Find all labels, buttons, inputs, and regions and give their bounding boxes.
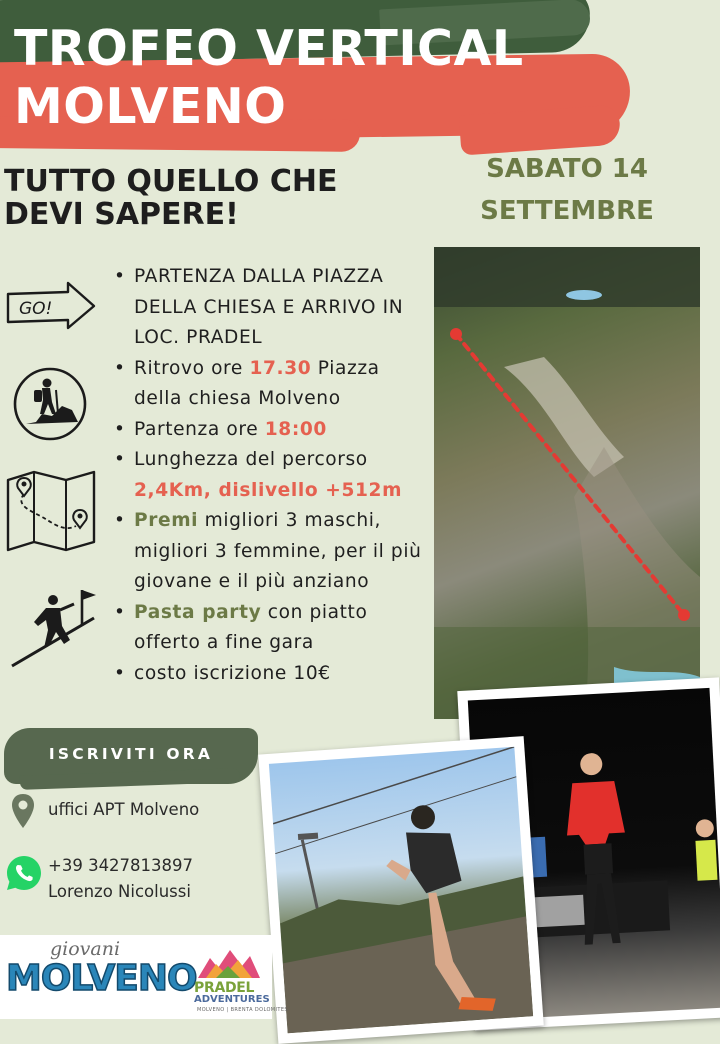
subtitle-line2: DEVI SAPERE! [4, 197, 239, 232]
detail-prizes-label: Premi [134, 510, 199, 531]
register-now-label[interactable]: ISCRIVITI ORA [48, 745, 214, 763]
trail-runner-illustration [269, 747, 533, 1034]
detail-start-finish [108, 262, 428, 354]
trail-runner-photo [258, 736, 544, 1044]
detail-meeting-time: 17.30 [249, 357, 312, 379]
office-location: uffici APT Molveno [48, 800, 200, 819]
detail-length [108, 445, 428, 506]
hiker-icon [12, 366, 88, 442]
pradel-logo-sub: ADVENTURES [194, 994, 270, 1005]
detail-fee [108, 659, 428, 690]
detail-pasta-party [108, 598, 428, 659]
whatsapp-icon [4, 853, 44, 893]
location-pin-icon [10, 792, 36, 830]
phone-number[interactable]: +39 3427813897 [48, 856, 194, 875]
pradel-mountain-logo-icon [196, 946, 262, 980]
detail-meeting [108, 354, 428, 415]
giovani-molveno-logo-top: giovani [50, 938, 121, 960]
route-overlay [434, 247, 700, 719]
go-sign-icon [2, 280, 98, 336]
event-title-line1: TROFEO VERTICAL [14, 20, 524, 77]
event-date [474, 148, 660, 232]
giovani-molveno-logo-main: MOLVENO [6, 958, 197, 999]
detail-meeting-suffix: Piazza della chiesa Molveno [134, 357, 380, 409]
detail-start-text: PARTENZA DALLA PIAZZA DELLA CHIESA E ARRIVO IN LOC. PRADEL [134, 266, 404, 348]
go-sign-text: GO! [19, 299, 53, 319]
detail-length-prefix: Lunghezza del percorso [134, 449, 368, 470]
detail-fee-text: costo iscrizione 10€ [134, 662, 331, 684]
detail-meeting-prefix: Ritrovo ore [134, 357, 250, 379]
climber-flag-icon [10, 582, 98, 670]
event-title-line2: MOLVENO [14, 78, 287, 135]
subtitle [4, 165, 337, 231]
detail-pasta-text: con piatto offerto a fine gara [134, 601, 368, 653]
detail-prizes [108, 506, 428, 598]
detail-departure [108, 415, 428, 446]
subtitle-line1: TUTTO QUELLO CHE [4, 164, 338, 199]
detail-departure-prefix: Partenza ore [134, 418, 265, 440]
detail-pasta-label: Pasta party [134, 601, 262, 623]
detail-length-value: 2,4Km, dislivello +512m [134, 479, 403, 501]
map-route-icon [4, 466, 98, 552]
pradel-logo-main: PRADEL [194, 980, 255, 996]
trail-runner-photo-image [269, 747, 533, 1034]
detail-prizes-text: migliori 3 maschi, migliori 3 femmine, per il più giovane e il più anziano [134, 510, 422, 592]
aerial-route-map [434, 247, 700, 719]
event-date-month: SETTEMBRE [480, 196, 654, 226]
event-date-day: SABATO 14 [486, 154, 648, 184]
contact-name: Lorenzo Nicolussi [48, 882, 191, 901]
pradel-logo-tagline: MOLVENO | BRENTA DOLOMITES [197, 1007, 288, 1013]
detail-departure-time: 18:00 [264, 418, 327, 440]
event-details-list [108, 262, 428, 689]
